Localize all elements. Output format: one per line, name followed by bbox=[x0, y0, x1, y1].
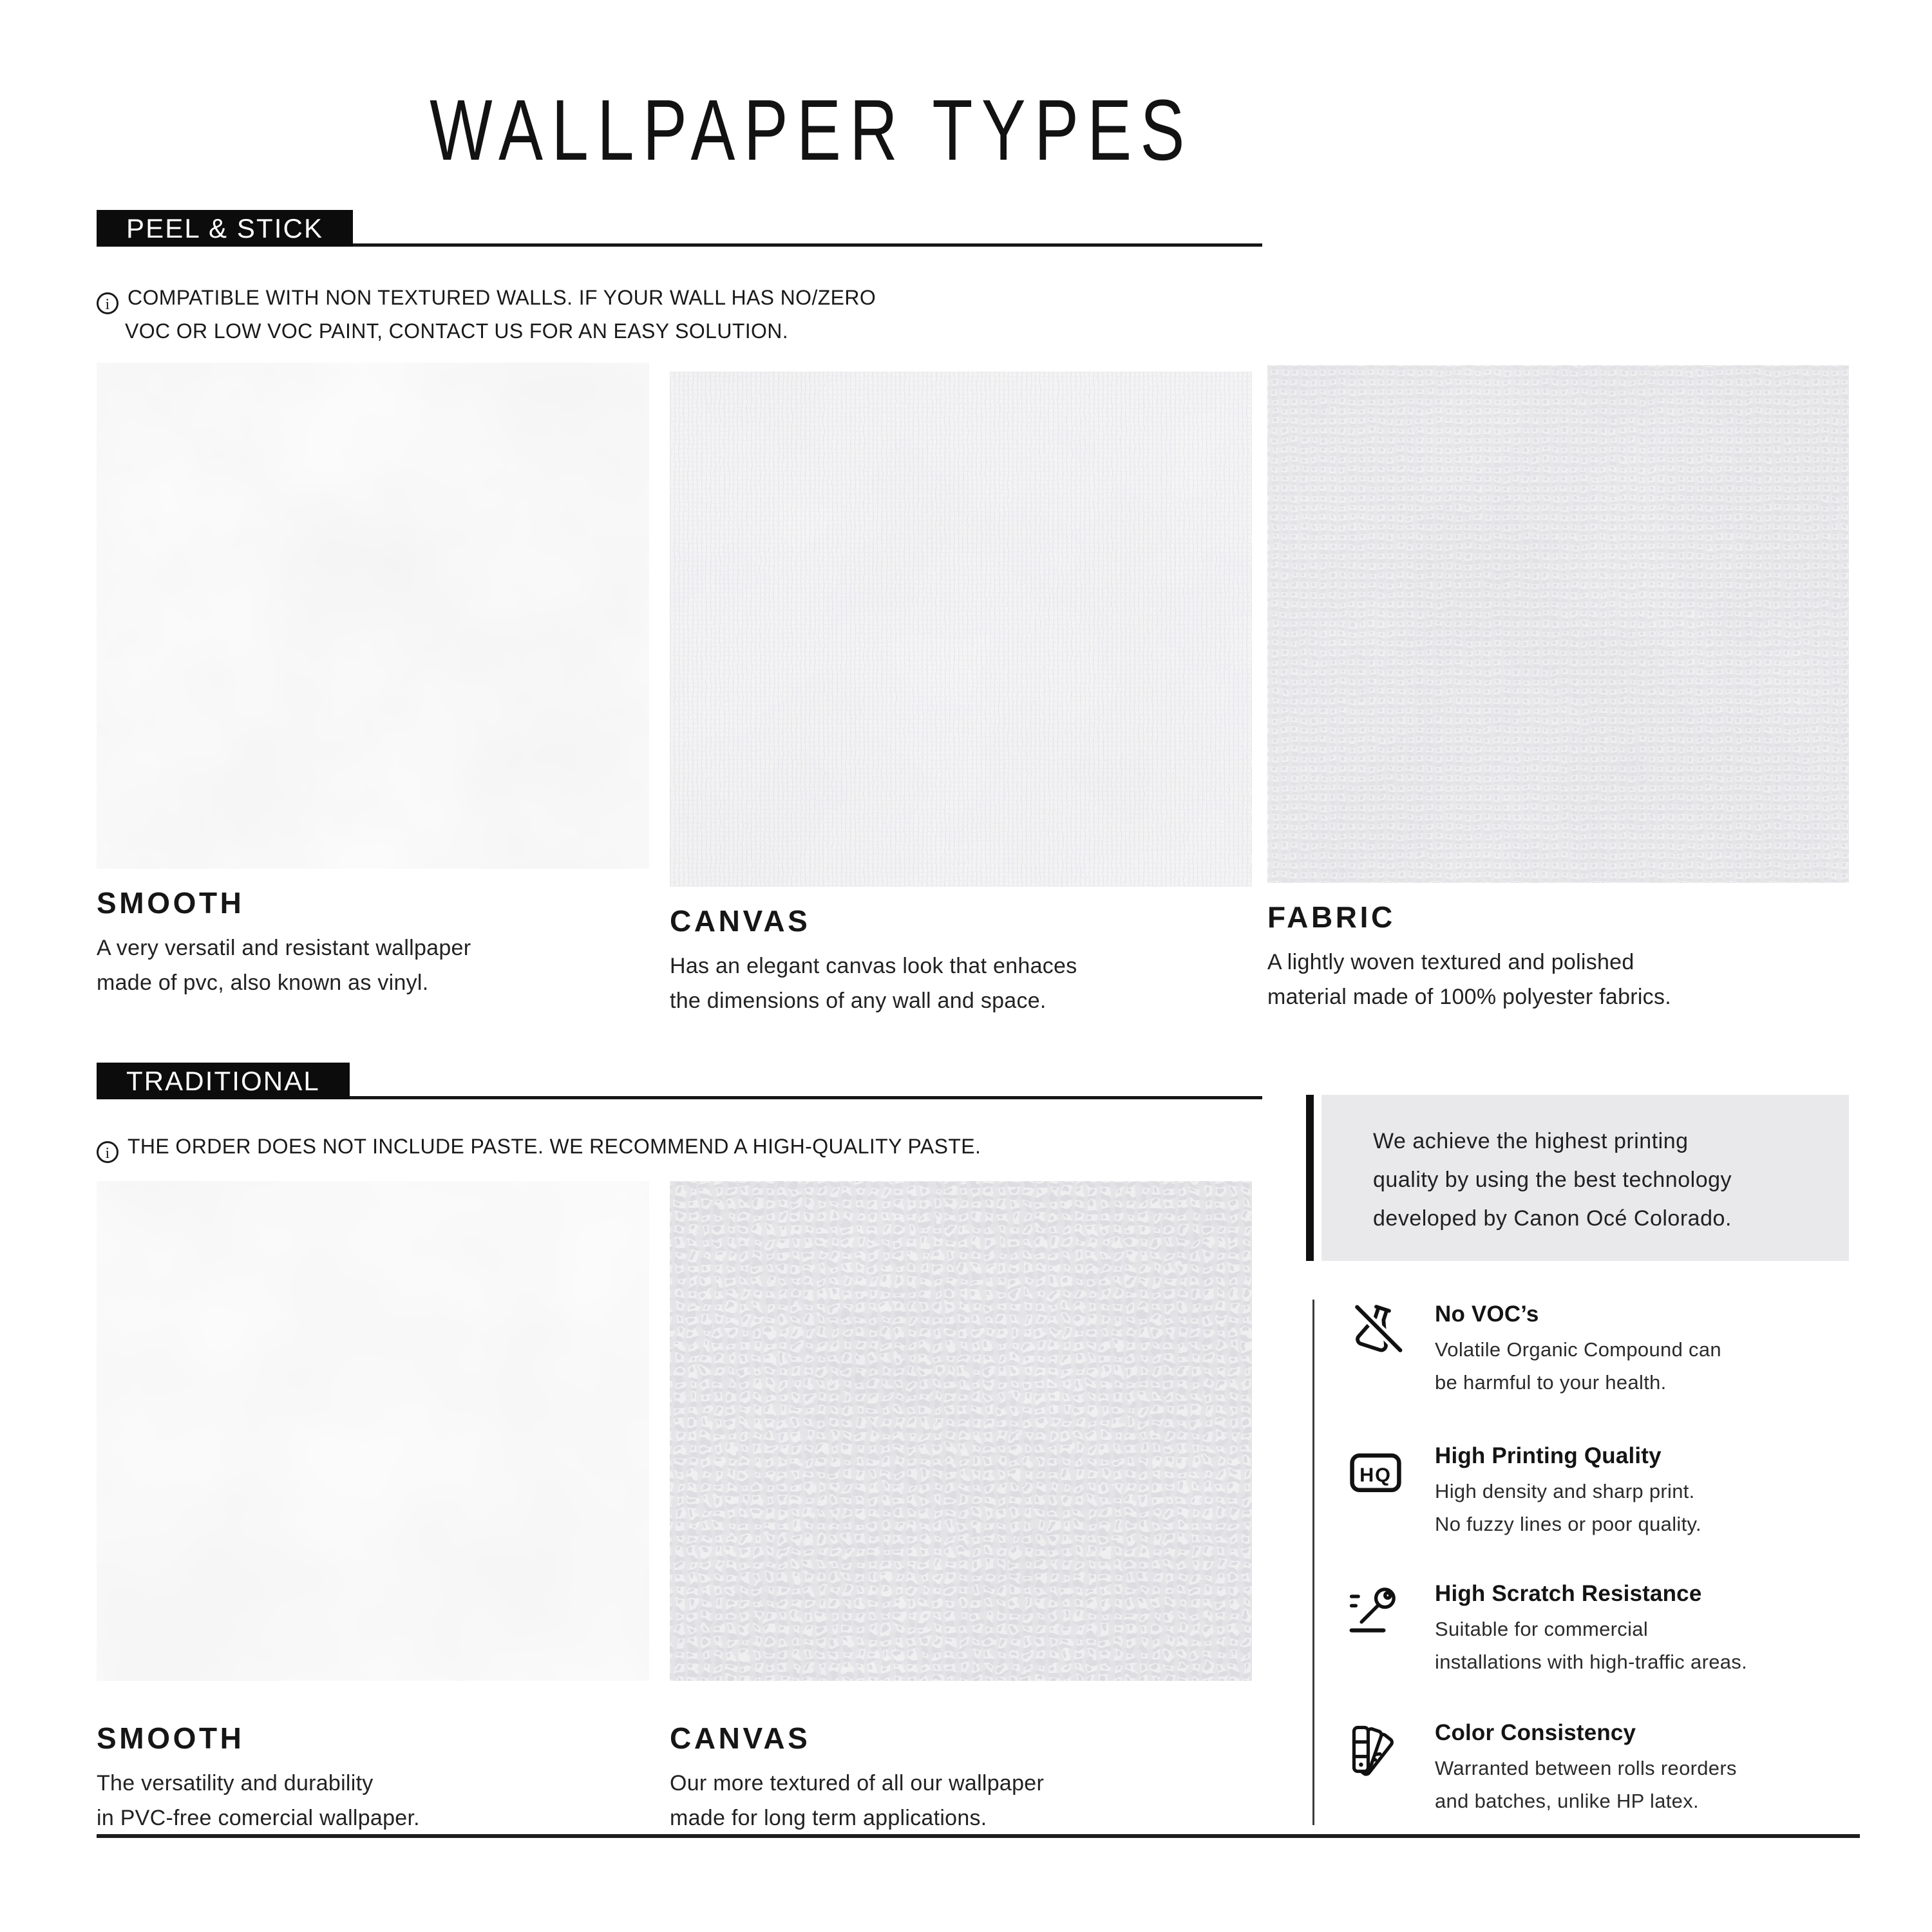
note-line-2: VOC OR LOW VOC PAINT, CONTACT US FOR AN EASY SOLUTION. bbox=[125, 319, 789, 343]
feature-text bbox=[1435, 1441, 1701, 1540]
feature-description: High density and sharp print. No fuzzy lines or poor quality. bbox=[1435, 1480, 1701, 1535]
feature-title: High Printing Quality bbox=[1435, 1443, 1662, 1468]
feature-description: Warranted between rolls reorders and batches, unlike HP latex. bbox=[1435, 1757, 1737, 1812]
swatch-texture-image bbox=[1267, 365, 1849, 883]
swatch-texture-image bbox=[670, 372, 1252, 887]
feature-text bbox=[1435, 1718, 1737, 1817]
quality-accent-bar bbox=[1306, 1095, 1314, 1261]
feature-text bbox=[1435, 1579, 1747, 1678]
feature-high-printing-quality bbox=[1346, 1441, 1887, 1540]
swatch-description: Has an elegant canvas look that enhaces the dimensions of any wall and space. bbox=[670, 954, 1077, 1013]
section-header-peel-stick bbox=[97, 210, 1262, 247]
swatch-texture-image bbox=[97, 363, 649, 869]
bottom-rule bbox=[97, 1834, 1860, 1838]
swatch-name: SMOOTH bbox=[97, 886, 245, 920]
feature-high-scratch-resistance bbox=[1346, 1579, 1887, 1678]
feature-description: Volatile Organic Compound can be harmful to your health. bbox=[1435, 1338, 1721, 1394]
swatch-description: A lightly woven textured and polished material made of 100% polyester fabrics. bbox=[1267, 950, 1671, 1009]
scratch-key-icon bbox=[1346, 1579, 1435, 1640]
swatch-name: FABRIC bbox=[1267, 900, 1396, 934]
swatch-description: A very versatil and resistant wallpaper made of pvc, also known as vinyl. bbox=[97, 936, 471, 995]
swatch-traditional-canvas bbox=[670, 1181, 1252, 1835]
peel-stick-note bbox=[97, 281, 876, 348]
svg-text:HQ: HQ bbox=[1359, 1464, 1392, 1486]
info-icon: i bbox=[97, 292, 118, 314]
swatch-name: SMOOTH bbox=[97, 1721, 245, 1755]
feature-title: No VOC’s bbox=[1435, 1302, 1539, 1327]
feature-title: Color Consistency bbox=[1435, 1720, 1636, 1745]
feature-description: Suitable for commercial installations with high-traffic areas. bbox=[1435, 1618, 1748, 1673]
swatch-peel-stick-smooth bbox=[97, 363, 649, 1000]
section-label-peel-stick: PEEL & STICK bbox=[97, 210, 353, 247]
swatch-name: CANVAS bbox=[670, 904, 811, 938]
page-title: WALLPAPER TYPES bbox=[430, 82, 1193, 178]
feature-title: High Scratch Resistance bbox=[1435, 1581, 1702, 1606]
swatch-peel-stick-fabric bbox=[1267, 365, 1849, 1014]
quality-note-line: developed by Canon Océ Colorado. bbox=[1373, 1206, 1732, 1231]
swatch-texture-image bbox=[97, 1181, 649, 1681]
note-line-1: COMPATIBLE WITH NON TEXTURED WALLS. IF YOUR WALL HAS NO/ZERO bbox=[128, 286, 876, 309]
quality-note-line: quality by using the best technology bbox=[1373, 1168, 1732, 1192]
no-voc-flask-icon bbox=[1346, 1300, 1435, 1360]
swatch-name: CANVAS bbox=[670, 1721, 811, 1755]
features-divider bbox=[1312, 1300, 1314, 1825]
quality-note-line: We achieve the highest printing bbox=[1373, 1129, 1689, 1153]
hq-badge-icon bbox=[1346, 1441, 1435, 1502]
info-icon: i bbox=[97, 1141, 118, 1163]
section-header-traditional bbox=[97, 1063, 1262, 1099]
swatch-traditional-smooth bbox=[97, 1181, 649, 1835]
swatch-peel-stick-canvas bbox=[670, 372, 1252, 1018]
feature-color-consistency bbox=[1346, 1718, 1887, 1817]
swatch-description: The versatility and durability in PVC-free comercial wallpaper. bbox=[97, 1771, 420, 1830]
color-swatchbook-icon bbox=[1346, 1718, 1435, 1779]
quality-note-box bbox=[1321, 1095, 1849, 1261]
swatch-texture-image bbox=[670, 1181, 1252, 1681]
traditional-note bbox=[97, 1130, 981, 1163]
note-line-1: THE ORDER DOES NOT INCLUDE PASTE. WE RECOMMEND A HIGH-QUALITY PASTE. bbox=[128, 1135, 981, 1158]
swatch-description: Our more textured of all our wallpaper made for long term applications. bbox=[670, 1771, 1045, 1830]
feature-no-vocs bbox=[1346, 1300, 1887, 1399]
section-label-traditional: TRADITIONAL bbox=[97, 1063, 350, 1099]
feature-text bbox=[1435, 1300, 1721, 1399]
